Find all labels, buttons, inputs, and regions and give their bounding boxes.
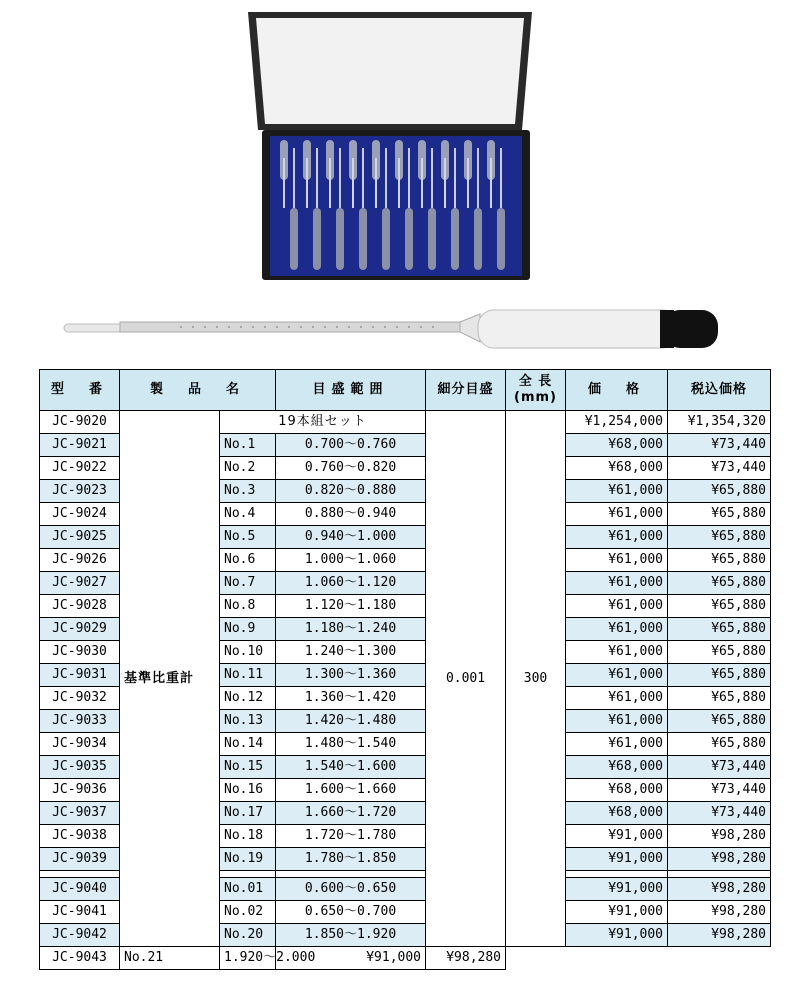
range-cell: 0.760～0.820 xyxy=(276,457,426,480)
tax-price-cell: ¥65,880 xyxy=(668,618,771,641)
tube-bulb xyxy=(382,208,390,270)
number-cell: No.7 xyxy=(220,572,276,595)
tube-stem xyxy=(398,158,400,208)
col-header-length xyxy=(506,370,566,411)
tube-stem xyxy=(454,148,456,208)
col-header-range: 目盛範囲 xyxy=(276,370,426,411)
tube-bulb xyxy=(497,208,505,270)
price-cell: ¥91,000 xyxy=(276,947,426,970)
range-cell: 1.540～1.600 xyxy=(276,756,426,779)
range-cell: 1.420～1.480 xyxy=(276,710,426,733)
tube-stem xyxy=(293,148,295,208)
tube-bulb xyxy=(313,208,321,270)
range-cell: 1.720～1.780 xyxy=(276,825,426,848)
model-cell: JC-9030 xyxy=(40,641,120,664)
price-cell: ¥91,000 xyxy=(566,878,668,901)
price-cell: ¥91,000 xyxy=(566,924,668,947)
number-cell: No.18 xyxy=(220,825,276,848)
length-header-label: 全 長 xyxy=(518,374,553,389)
col-header-tax-price: 税込価格 xyxy=(668,370,771,411)
price-cell: ¥61,000 xyxy=(566,595,668,618)
price-cell: ¥91,000 xyxy=(566,848,668,871)
set-label-cell: 19本組セット xyxy=(220,411,426,434)
price-cell: ¥61,000 xyxy=(566,503,668,526)
model-cell: JC-9035 xyxy=(40,756,120,779)
model-cell: JC-9038 xyxy=(40,825,120,848)
number-cell: No.17 xyxy=(220,802,276,825)
tax-price-cell: ¥65,880 xyxy=(668,710,771,733)
tax-price-cell: ¥65,880 xyxy=(668,503,771,526)
model-cell: JC-9031 xyxy=(40,664,120,687)
model-cell: JC-9025 xyxy=(40,526,120,549)
price-cell: ¥61,000 xyxy=(566,687,668,710)
table-row-set xyxy=(40,411,771,434)
model-cell: JC-9040 xyxy=(40,878,120,901)
number-cell: No.12 xyxy=(220,687,276,710)
tube-stem xyxy=(306,158,308,208)
tube-bulb xyxy=(428,208,436,270)
tube-stem xyxy=(385,148,387,208)
hydrometer-case-photo xyxy=(240,8,540,288)
tax-price-cell: ¥98,280 xyxy=(668,924,771,947)
range-cell: 1.920～2.000 xyxy=(220,947,276,970)
tax-price-cell: ¥65,880 xyxy=(668,687,771,710)
range-cell: 1.780～1.850 xyxy=(276,848,426,871)
model-cell: JC-9041 xyxy=(40,901,120,924)
price-cell: ¥68,000 xyxy=(566,756,668,779)
number-cell: No.14 xyxy=(220,733,276,756)
price-cell: ¥91,000 xyxy=(566,901,668,924)
range-cell: 0.600～0.650 xyxy=(276,878,426,901)
tax-price-cell: ¥65,880 xyxy=(668,641,771,664)
tube-stem xyxy=(467,158,469,208)
spec-table xyxy=(39,369,771,970)
model-cell: JC-9024 xyxy=(40,503,120,526)
number-cell: No.9 xyxy=(220,618,276,641)
range-cell: 1.180～1.240 xyxy=(276,618,426,641)
range-cell: 0.880～0.940 xyxy=(276,503,426,526)
number-cell: No.20 xyxy=(220,924,276,947)
model-cell: JC-9042 xyxy=(40,924,120,947)
tube-stem xyxy=(477,148,479,208)
range-cell: 1.060～1.120 xyxy=(276,572,426,595)
range-cell: 1.120～1.180 xyxy=(276,595,426,618)
range-cell: 1.360～1.420 xyxy=(276,687,426,710)
price-cell: ¥61,000 xyxy=(566,733,668,756)
number-cell: No.5 xyxy=(220,526,276,549)
number-cell: No.13 xyxy=(220,710,276,733)
model-cell: JC-9020 xyxy=(40,411,120,434)
model-cell: JC-9034 xyxy=(40,733,120,756)
tax-price-cell: ¥65,880 xyxy=(668,733,771,756)
price-cell: ¥68,000 xyxy=(566,779,668,802)
tax-price-cell: ¥98,280 xyxy=(668,825,771,848)
tax-price-cell: ¥73,440 xyxy=(668,434,771,457)
model-cell: JC-9026 xyxy=(40,549,120,572)
tube-stem xyxy=(431,148,433,208)
model-cell: JC-9022 xyxy=(40,457,120,480)
price-cell: ¥68,000 xyxy=(566,457,668,480)
price-cell: ¥91,000 xyxy=(566,825,668,848)
tube-stem xyxy=(490,158,492,208)
tube-stem xyxy=(283,158,285,208)
model-cell: JC-9039 xyxy=(40,848,120,871)
range-cell: 1.600～1.660 xyxy=(276,779,426,802)
tube-stem xyxy=(362,148,364,208)
gap-cell xyxy=(276,871,426,878)
range-cell: 1.300～1.360 xyxy=(276,664,426,687)
tube-stem xyxy=(339,148,341,208)
price-cell: ¥61,000 xyxy=(566,572,668,595)
tube-stem xyxy=(352,158,354,208)
number-cell: No.4 xyxy=(220,503,276,526)
number-cell: No.2 xyxy=(220,457,276,480)
model-cell: JC-9028 xyxy=(40,595,120,618)
tube-stem xyxy=(500,148,502,208)
number-cell: No.3 xyxy=(220,480,276,503)
table-row xyxy=(40,947,771,970)
tax-price-cell: ¥98,280 xyxy=(668,878,771,901)
range-cell: 0.820～0.880 xyxy=(276,480,426,503)
range-cell: 1.480～1.540 xyxy=(276,733,426,756)
tax-price-cell: ¥65,880 xyxy=(668,664,771,687)
range-cell: 1.240～1.300 xyxy=(276,641,426,664)
range-cell: 1.000～1.060 xyxy=(276,549,426,572)
range-cell: 0.940～1.000 xyxy=(276,526,426,549)
tube-stem xyxy=(444,158,446,208)
tube-bulb xyxy=(290,208,298,270)
tube-bulb xyxy=(474,208,482,270)
tube-bulb xyxy=(405,208,413,270)
price-cell: ¥61,000 xyxy=(566,641,668,664)
col-header-name: 製 品 名 xyxy=(120,370,276,411)
tax-price-cell: ¥1,354,320 xyxy=(668,411,771,434)
number-cell: No.10 xyxy=(220,641,276,664)
model-cell: JC-9032 xyxy=(40,687,120,710)
model-cell: JC-9029 xyxy=(40,618,120,641)
model-cell: JC-9043 xyxy=(40,947,120,970)
range-cell: 1.850～1.920 xyxy=(276,924,426,947)
tax-price-cell: ¥65,880 xyxy=(668,549,771,572)
tube-bulb xyxy=(451,208,459,270)
price-cell: ¥61,000 xyxy=(566,549,668,572)
model-cell: JC-9037 xyxy=(40,802,120,825)
price-cell: ¥61,000 xyxy=(566,618,668,641)
number-cell: No.02 xyxy=(220,901,276,924)
model-cell: JC-9027 xyxy=(40,572,120,595)
number-cell: No.15 xyxy=(220,756,276,779)
tax-price-cell: ¥65,880 xyxy=(668,595,771,618)
number-cell: No.21 xyxy=(120,947,220,970)
tax-price-cell: ¥73,440 xyxy=(668,457,771,480)
gap-cell xyxy=(40,871,120,878)
product-name-cell: 基準比重計 xyxy=(120,411,220,947)
tube-bulb xyxy=(336,208,344,270)
hydrometer-photo xyxy=(60,300,730,360)
length-cell: 300 xyxy=(506,411,566,947)
model-cell: JC-9021 xyxy=(40,434,120,457)
spec-table-body xyxy=(40,411,771,970)
price-cell: ¥68,000 xyxy=(566,802,668,825)
tube-stem xyxy=(375,158,377,208)
price-cell: ¥68,000 xyxy=(566,434,668,457)
model-cell: JC-9033 xyxy=(40,710,120,733)
tube-stem xyxy=(408,148,410,208)
tax-price-cell: ¥73,440 xyxy=(668,756,771,779)
price-cell: ¥61,000 xyxy=(566,480,668,503)
number-cell: No.1 xyxy=(220,434,276,457)
tax-price-cell: ¥98,280 xyxy=(668,901,771,924)
range-cell: 1.660～1.720 xyxy=(276,802,426,825)
number-cell: No.11 xyxy=(220,664,276,687)
tube-stem xyxy=(329,158,331,208)
number-cell: No.01 xyxy=(220,878,276,901)
price-cell: ¥61,000 xyxy=(566,526,668,549)
length-header-unit: (mm) xyxy=(514,390,557,405)
tax-price-cell: ¥65,880 xyxy=(668,572,771,595)
price-cell: ¥61,000 xyxy=(566,710,668,733)
gap-cell xyxy=(566,871,668,878)
number-cell: No.19 xyxy=(220,848,276,871)
range-cell: 0.700～0.760 xyxy=(276,434,426,457)
model-cell: JC-9023 xyxy=(40,480,120,503)
range-cell: 0.650～0.700 xyxy=(276,901,426,924)
number-cell: No.8 xyxy=(220,595,276,618)
model-cell: JC-9036 xyxy=(40,779,120,802)
tax-price-cell: ¥73,440 xyxy=(668,802,771,825)
tube-stem xyxy=(421,158,423,208)
price-cell: ¥61,000 xyxy=(566,664,668,687)
tube-stem xyxy=(316,148,318,208)
col-header-division: 細分目盛 xyxy=(426,370,506,411)
price-cell: ¥1,254,000 xyxy=(566,411,668,434)
tax-price-cell: ¥65,880 xyxy=(668,526,771,549)
tax-price-cell: ¥98,280 xyxy=(426,947,506,970)
col-header-model: 型 番 xyxy=(40,370,120,411)
gap-cell xyxy=(220,871,276,878)
tax-price-cell: ¥73,440 xyxy=(668,779,771,802)
tax-price-cell: ¥65,880 xyxy=(668,480,771,503)
number-cell: No.16 xyxy=(220,779,276,802)
division-cell: 0.001 xyxy=(426,411,506,947)
col-header-price: 価 格 xyxy=(566,370,668,411)
tube-bulb xyxy=(359,208,367,270)
tax-price-cell: ¥98,280 xyxy=(668,848,771,871)
number-cell: No.6 xyxy=(220,549,276,572)
gap-cell xyxy=(668,871,771,878)
